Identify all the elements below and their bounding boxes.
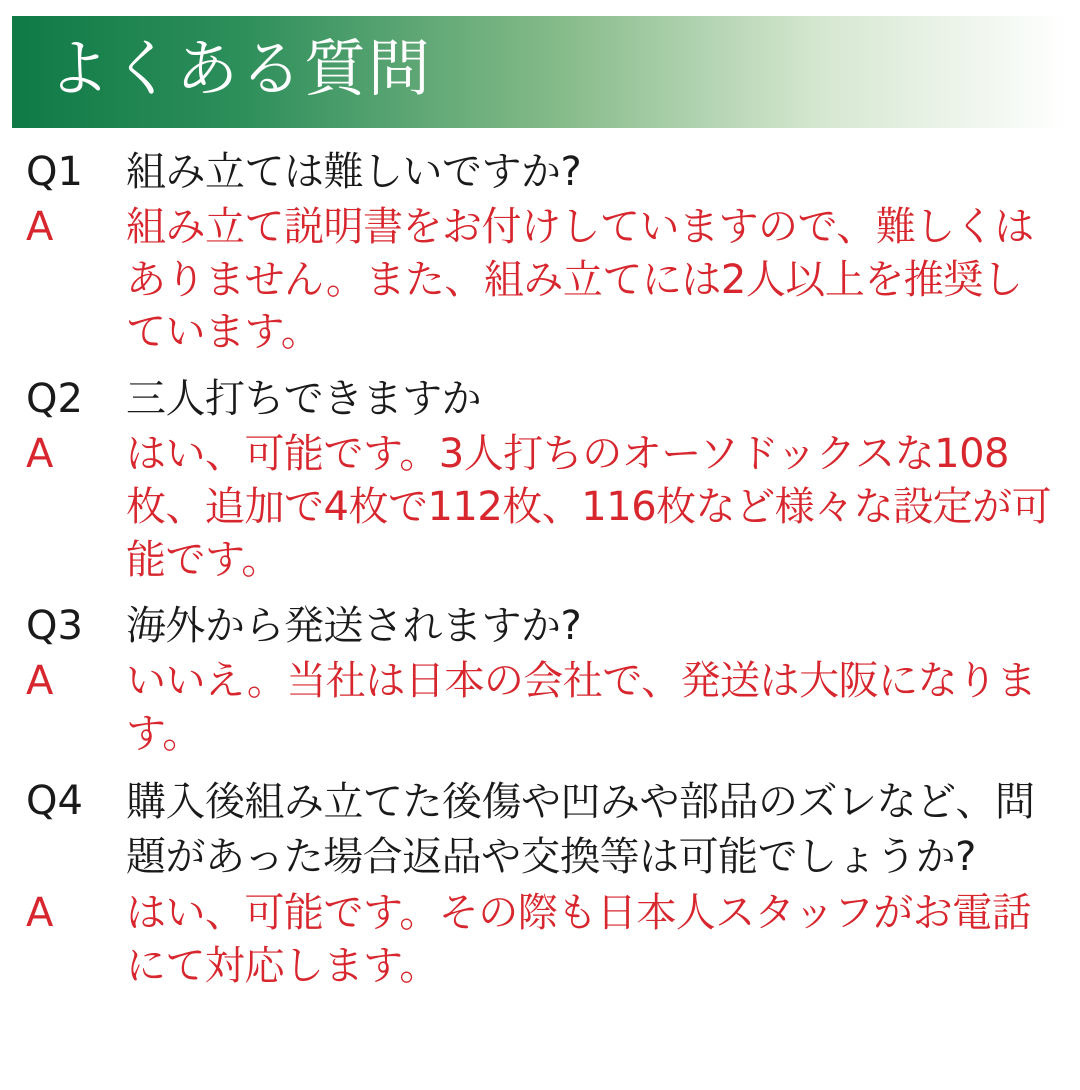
faq-item: [26, 373, 1054, 586]
question-text: 組み立ては難しいですか?: [126, 149, 582, 195]
faq-item: [26, 775, 1054, 993]
faq-answer-row: [26, 428, 1054, 586]
faq-answer-row: [26, 887, 1054, 993]
answer-text: 組み立て説明書をお付けしていますので、難しくはありません。また、組み立てには2人以上を推奨しています。: [126, 203, 1034, 356]
answer-label: A: [26, 203, 54, 250]
faq-question-row: [26, 373, 1054, 426]
faq-item: [26, 600, 1054, 760]
question-label: Q3: [26, 603, 83, 650]
answer-label: A: [26, 890, 54, 937]
faq-item: [26, 146, 1054, 359]
question-text: 購入後組み立てた後傷や凹みや部品のズレなど、問題があった場合返品や交換等は可能でしょうか?: [126, 778, 1035, 880]
question-text: 三人打ちできますか: [126, 376, 482, 423]
page-header: [12, 10, 1068, 128]
answer-text: はい、可能です。3人打ちのオーソドックスな108枚、追加で4枚で112枚、116枚など様々な設定が可能です。: [126, 430, 1052, 583]
question-text: 海外から発送されますか?: [126, 603, 582, 650]
faq-question-row: [26, 146, 1054, 199]
question-label: Q2: [26, 376, 83, 423]
answer-text: いいえ。当社は日本の会社で、発送は大阪になります。: [126, 658, 1037, 757]
faq-question-row: [26, 775, 1054, 885]
page-title: よくある質問: [48, 32, 433, 105]
faq-answer-row: [26, 201, 1054, 359]
faq-list: [0, 128, 1080, 993]
answer-text: はい、可能です。その際も日本人スタッフがお電話にて対応します。: [126, 890, 1032, 989]
question-label: Q1: [26, 149, 83, 195]
answer-label: A: [26, 658, 54, 705]
question-label: Q4: [26, 777, 83, 824]
faq-question-row: [26, 600, 1054, 653]
faq-answer-row: [26, 655, 1054, 761]
faq-page: [0, 10, 1080, 1090]
answer-label: A: [26, 430, 54, 477]
